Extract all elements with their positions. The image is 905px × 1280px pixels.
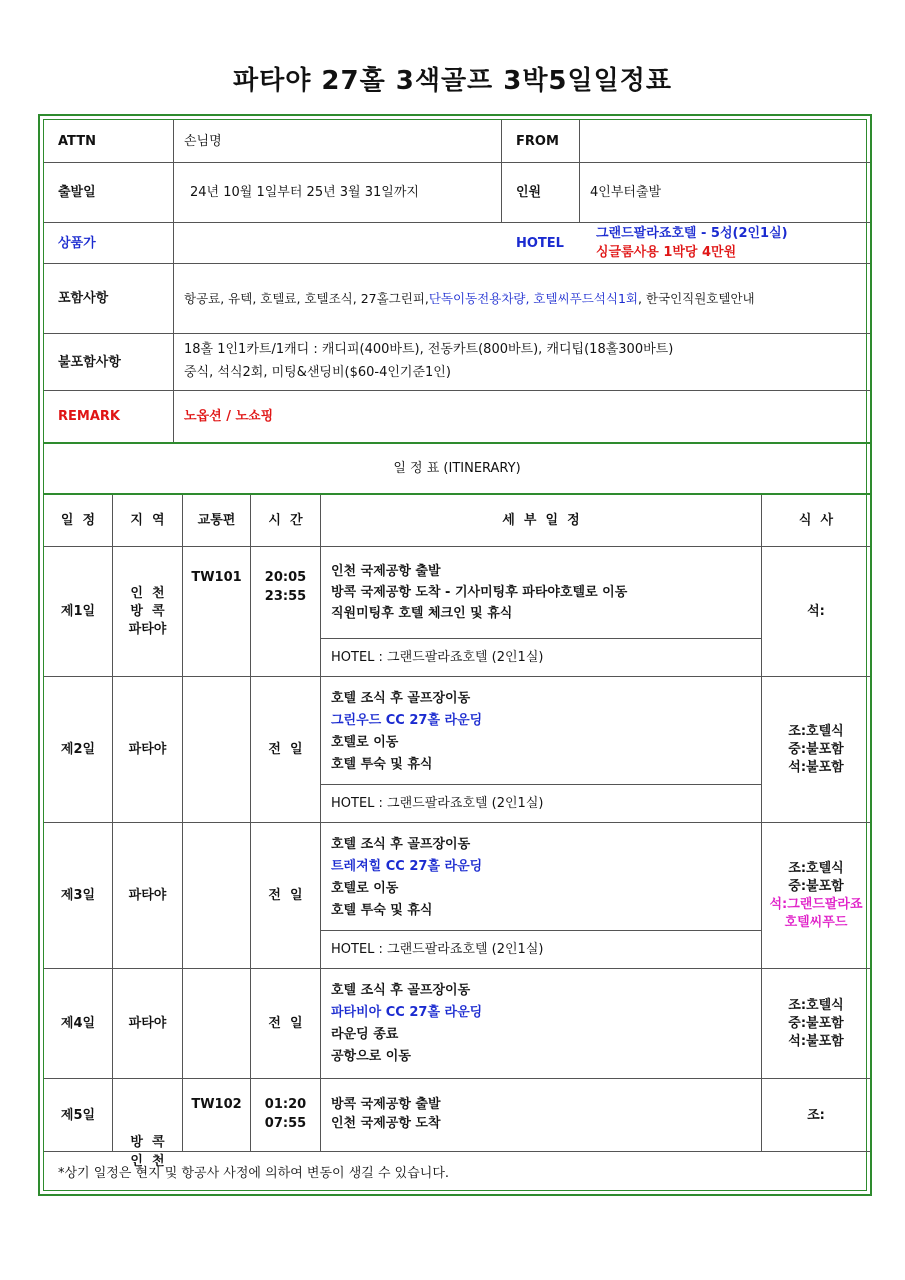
include-part-2: 단독이동전용차량, 호텔씨푸드석식1회 [428, 291, 638, 306]
detail-line: 공항으로 이동 [331, 1049, 411, 1064]
detail-line: 호텔로 이동 [331, 881, 399, 896]
region [113, 547, 182, 676]
hotel-label: HOTEL [516, 235, 564, 251]
page-title: 파타야 27홀 3색골프 3박5일일정표 [232, 66, 672, 96]
detail-line: 호텔 투숙 및 휴식 [331, 903, 433, 918]
time [251, 568, 320, 606]
detail [331, 561, 761, 624]
time: 전 일 [268, 888, 303, 903]
exclude-value [174, 334, 870, 390]
include-part-1: 항공료, 유텍, 호텔료, 호텔조식, 27홀그린피, [184, 291, 429, 306]
detail-line: 호텔 투숙 및 휴식 [331, 757, 433, 772]
include-part-3: , 한국인직원호텔안내 [637, 291, 755, 306]
detail [331, 980, 761, 1068]
transport [183, 823, 250, 968]
time-line: 07:55 [264, 1116, 307, 1131]
time [251, 1095, 320, 1133]
schedule-table [43, 119, 867, 1191]
time: 전 일 [268, 1016, 303, 1031]
hotel-line-1: 그랜드팔라죠호텔 - 5성(2인1실) [596, 226, 788, 241]
detail-line: 방콕 국제공항 도착 - 기사미팅후 파타야호텔로 이동 [331, 585, 628, 600]
time-line: 23:55 [264, 589, 307, 604]
schedule-frame [38, 114, 872, 1196]
footer-note: *상기 일정은 현지 및 항공사 사정에 의하여 변동이 생길 수 있습니다. [58, 1165, 450, 1181]
meal-line: 석:불포함 [788, 1033, 844, 1049]
transport [183, 969, 250, 1078]
hotel-info: HOTEL : 그랜드팔라죠호텔 (2인1실) [331, 796, 544, 811]
meal [762, 677, 870, 822]
remark-value: 노옵션 / 노쇼핑 [184, 409, 274, 424]
col-detail: 세 부 일 정 [502, 513, 580, 528]
detail [331, 688, 761, 776]
attn-label: ATTN [58, 133, 96, 149]
meal-line: 석:그랜드팔라죠 [769, 896, 863, 912]
people-value: 4인부터출발 [590, 185, 662, 200]
meal [762, 969, 870, 1078]
price-value [174, 223, 501, 263]
detail [331, 834, 761, 922]
include-value [174, 264, 870, 333]
region-line: 파타야 [128, 621, 167, 637]
hotel-info: HOTEL : 그랜드팔라죠호텔 (2인1실) [331, 650, 544, 665]
depart-value: 24년 10월 1일부터 25년 3월 31일까지 [190, 185, 419, 200]
detail-line: 파타비아 CC 27홀 라운딩 [331, 1005, 483, 1020]
time: 전 일 [268, 742, 303, 757]
depart-label: 출발일 [58, 185, 96, 200]
detail-line: 호텔 조식 후 골프장이동 [331, 983, 471, 998]
attn-value: 손님명 [184, 133, 222, 149]
transport [183, 677, 250, 822]
meal-line: 조:호텔식 [788, 860, 844, 876]
meal-line: 중:불포함 [788, 741, 844, 757]
exclude-line-2: 중식, 석식2회, 미팅&샌딩비($60-4인기준1인) [184, 365, 451, 380]
from-label: FROM [516, 133, 559, 149]
detail-line: 그린우드 CC 27홀 라운딩 [331, 713, 483, 728]
detail-line: 인천 국제공항 도착 [331, 1116, 441, 1131]
detail-line: 방콕 국제공항 출발 [331, 1097, 441, 1112]
day-label: 제3일 [60, 888, 96, 903]
detail-line: 호텔 조식 후 골프장이동 [331, 691, 471, 706]
hotel-line-2: 싱글룸사용 1박당 4만원 [596, 245, 737, 260]
col-transport: 교통편 [197, 513, 236, 528]
meal-line: 중:불포함 [788, 878, 844, 894]
exclude-label: 불포함사항 [58, 354, 121, 370]
meal: 조: [807, 1107, 825, 1123]
hotel-info: HOTEL : 그랜드팔라죠호텔 (2인1실) [331, 942, 544, 957]
hotel-value [580, 223, 870, 263]
detail-line: 호텔로 이동 [331, 735, 399, 750]
region: 파타야 [128, 1016, 167, 1031]
time-line: 01:20 [264, 1097, 307, 1112]
exclude-line-1: 18홀 1인1카트/1캐디 : 캐디피(400바트), 전동카트(800바트), 캐디팁(18홀300바트) [184, 342, 674, 357]
region-line: 방 콕 [130, 1135, 165, 1150]
transport: TW101 [191, 570, 242, 585]
col-meal: 식 사 [798, 513, 834, 528]
region-line: 인 천 [130, 585, 165, 601]
day-label: 제2일 [60, 742, 96, 757]
detail-line: 트레져힐 CC 27홀 라운딩 [331, 859, 483, 874]
meal-line: 조:호텔식 [788, 997, 844, 1013]
include-label: 포함사항 [58, 291, 109, 306]
detail-line: 직원미팅후 호텔 체크인 및 휴식 [331, 606, 513, 621]
region-line: 인 천 [130, 1154, 165, 1169]
col-day: 일 정 [60, 513, 96, 528]
meal-line: 중:불포함 [788, 1015, 844, 1031]
meal [762, 823, 870, 968]
detail-line: 인천 국제공항 출발 [331, 564, 441, 579]
detail [331, 1095, 761, 1133]
meal: 석: [807, 604, 825, 619]
itinerary-title: 일 정 표 (ITINERARY) [393, 461, 521, 476]
region-line: 방 콕 [130, 603, 165, 619]
day-label: 제1일 [60, 604, 96, 619]
meal-line: 석:불포함 [788, 759, 844, 775]
region: 파타야 [128, 742, 167, 757]
meal-line: 호텔씨푸드 [784, 914, 848, 930]
people-label: 인원 [516, 185, 542, 200]
col-time: 시 간 [268, 513, 303, 528]
col-region: 지 역 [130, 513, 165, 528]
region: 파타야 [128, 888, 167, 903]
transport: TW102 [191, 1097, 242, 1112]
detail-line: 라운딩 종료 [331, 1027, 399, 1042]
day-label: 제4일 [60, 1016, 96, 1031]
meal-line: 조:호텔식 [788, 723, 844, 739]
remark-label: REMARK [58, 409, 120, 424]
time-line: 20:05 [264, 570, 307, 585]
from-value [580, 120, 870, 162]
detail-line: 호텔 조식 후 골프장이동 [331, 837, 471, 852]
day-label: 제5일 [60, 1107, 96, 1123]
price-label: 상품가 [58, 235, 96, 251]
